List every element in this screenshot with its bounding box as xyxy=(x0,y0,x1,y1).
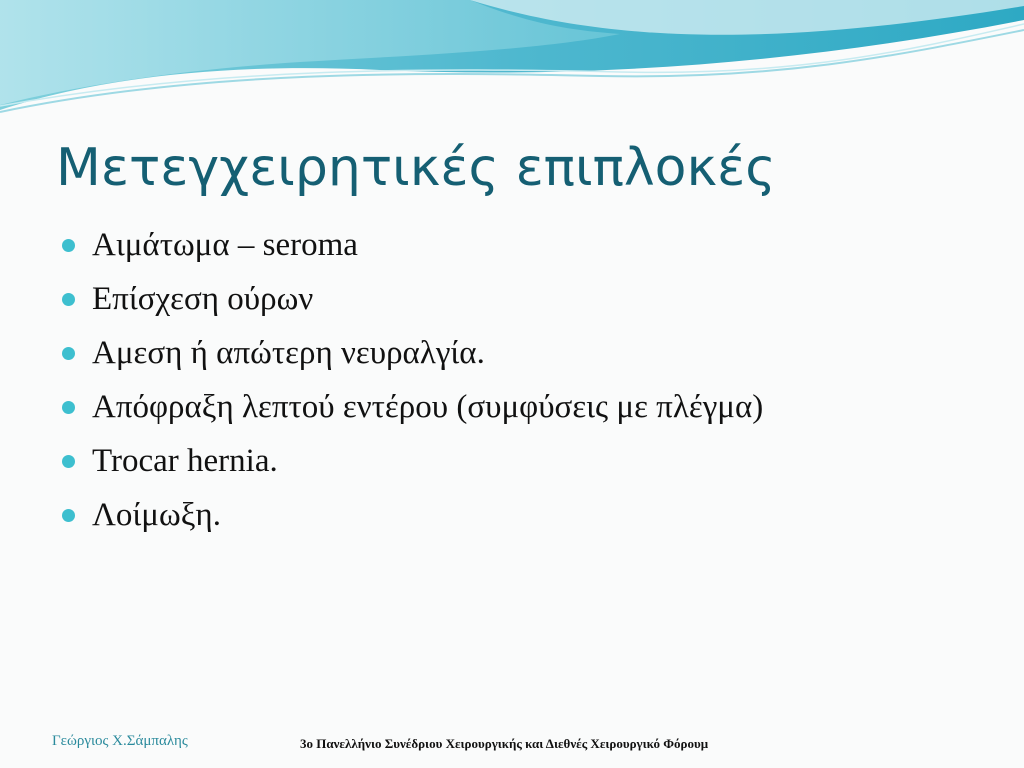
bullet-text: Trocar hernia. xyxy=(92,442,278,479)
bullet-text: Αμεση ή απώτερη νευραλγία. xyxy=(92,334,485,371)
footer-conference: 3ο Πανελλήνιο Συνέδριου Χειρουργικής και Διεθνές Χειρουργικό Φόρουμ xyxy=(300,736,709,751)
list-item xyxy=(62,326,763,380)
bullet-dot-icon xyxy=(62,455,75,468)
bullet-text: Αιμάτωμα – seroma xyxy=(92,226,358,263)
bullet-dot-icon xyxy=(62,509,75,522)
list-item xyxy=(62,218,763,272)
bullet-dot-icon xyxy=(62,293,75,306)
bullet-text: Λοίμωξη. xyxy=(92,496,221,533)
list-item xyxy=(62,380,763,434)
list-item xyxy=(62,434,763,488)
header-wave-decoration xyxy=(0,0,1024,120)
bullet-text: Απόφραξη λεπτού εντέρου (συμφύσεις με πλέγμα) xyxy=(92,388,764,425)
bullet-dot-icon xyxy=(62,239,75,252)
bullet-dot-icon xyxy=(62,401,75,414)
bullet-list xyxy=(62,218,763,542)
footer-author: Γεώργιος Χ.Σάμπαλης xyxy=(52,733,188,749)
bullet-text: Επίσχεση ούρων xyxy=(92,280,314,317)
list-item xyxy=(62,488,763,542)
list-item xyxy=(62,272,763,326)
bullet-dot-icon xyxy=(62,347,75,360)
slide-title: Μετεγχειρητικές επιπλοκές xyxy=(56,138,776,198)
